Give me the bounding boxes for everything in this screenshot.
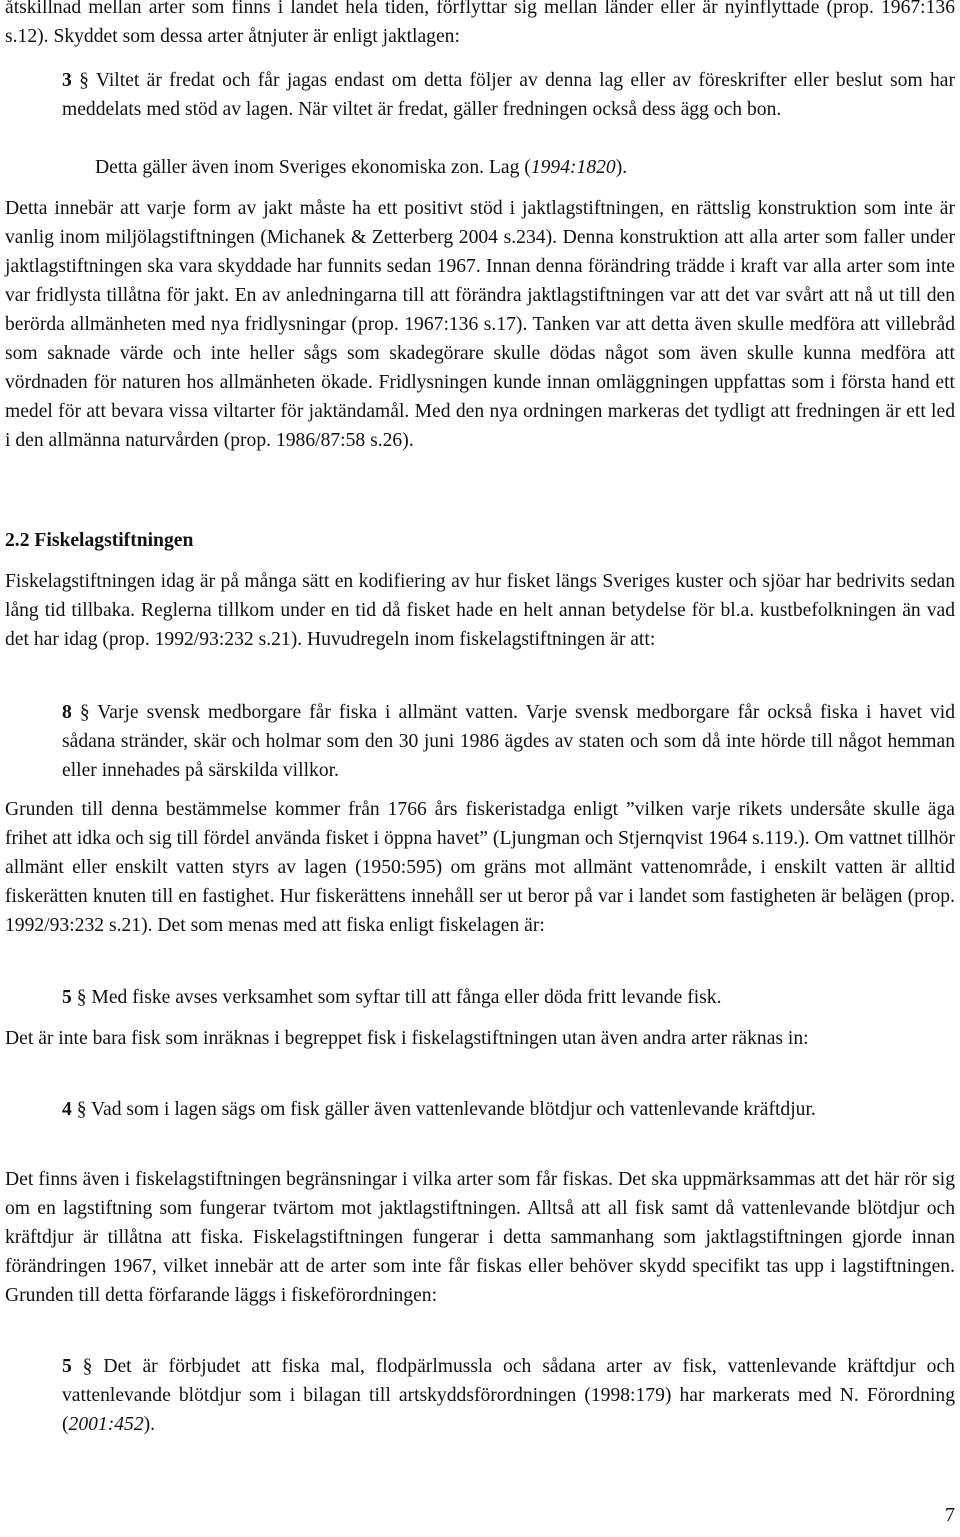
section-heading [5, 526, 193, 555]
law-reference: 1994:1820 [530, 157, 616, 178]
section-number: 5 [62, 987, 72, 1008]
top-paragraph: åtskillnad mellan arter som finns i landet hela tiden, förflyttar sig mellan länder eller är nyinflyttade (prop. 1967:136 s.12). Skyddet som dessa arter åtnjuter är enligt jaktlagen: [5, 0, 955, 47]
section-sign: § [76, 1099, 87, 1120]
page-number: 7 [945, 1504, 955, 1526]
quote-text: Varje svensk medborgare får fiska i allmänt vatten. Varje svensk medborgare får också fiska i havet vid sådana stränder, skär och holmar som den 30 juni 1986 ägdes av staten och som då inte hörde till något hemman eller innehades på särskilda villkor. [62, 702, 955, 781]
quote-jaktlagen-zone [95, 153, 955, 182]
paragraph-andra-arter: Det är inte bara fisk som inräknas i begreppet fisk i fiskelagstiftningen utan även andra arter räknas in: [5, 1028, 809, 1049]
section-number: 3 [62, 70, 72, 91]
quote-jaktlagen-3 [62, 66, 955, 124]
paragraph-fiskelagstiftning: Fiskelagstiftningen idag är på många sätt en kodifiering av hur fisket längs Sveriges kuster och sjöar har bedrivits sedan lång tid tillbaka. Reglerna tillkom under en tid då fisket hade en helt annan betydelse för bl.a. kustbefolkningen än vad det har idag (prop. 1992/93:232 s.21). Huvudregeln inom fiskelagstiftningen är att: [5, 571, 955, 650]
paragraph-begransningar: Det finns även i fiskelagstiftningen begränsningar i vilka arter som får fiskas. Det ska uppmärksammas att det här rör sig om en lagstiftning som fungerar tvärtom mot jaktlagstiftningen. Alltså att all fisk samt då vattenlevande blötdjur och kräftdjur är tillåtna att fiska. Fiskelagstiftningen fungerar i detta sammanhang som jaktlagstiftningen gjorde innan förändringen 1967, vilket innebär att de arter som inte får fiskas eller behöver skydd specifikt tas upp i lagstiftningen. Grunden till detta förfarande läggs i fiskeförordningen: [5, 1169, 955, 1306]
section-sign: § [79, 702, 90, 723]
section-number: 4 [62, 1099, 72, 1120]
quote-fiskelagen-4 [62, 1095, 955, 1124]
reference-suffix: ). [143, 1414, 156, 1435]
quote-text: Detta gäller även inom Sveriges ekonomiska zon. Lag ( [95, 157, 531, 178]
reference-suffix: ). [615, 157, 628, 178]
quote-text: Vad som i lagen sägs om fisk gäller även vattenlevande blötdjur och vattenlevande kräftdjur. [91, 1099, 816, 1120]
section-sign: § [79, 70, 89, 91]
quote-text: Det är förbjudet att fiska mal, flodpärlmussla och sådana arter av fisk, vattenlevande kräftdjur och vattenlevande blötdjur som i bilagan till artskyddsförordningen (1998:179) har markerats med N. Förordning ( [62, 1356, 955, 1435]
heading-number: 2.2 [5, 530, 30, 551]
law-reference: 2001:452 [68, 1414, 144, 1435]
paragraph-jaktlagstiftning: Detta innebär att varje form av jakt måste ha ett positivt stöd i jaktlagstiftningen, en rättslig konstruktion som inte är vanlig inom miljölagstiftningen (Michanek & Zetterberg 2004 s.234). Denna konstruktion att alla arter som faller under jaktlagstiftningen ska vara skyddade har funnits sedan 1967. Innan denna förändring trädde i kraft var alla arter som inte var fridlysta tillåtna för jakt. En av anledningarna till att förändra jaktlagstiftningen var att det var svårt att nå ut till den berörda allmänheten med nya fridlysningar (prop. 1967:136 s.17). Tanken var att detta även skulle medföra att villebråd som saknade värde och inte heller sågs som skadegörare skulle dödas något som även skulle kunna medföra att vördnaden för naturen hos allmänheten ökade. Fridlysningen kunde innan omläggningen uppfattas som i första hand ett medel för att bevara vissa viltarter för jaktändamål. Med den nya ordningen markeras det tydligt att fredningen är ett led i den allmänna naturvården (prop. 1986/87:58 s.26). [5, 198, 955, 451]
section-number: 5 [62, 1356, 72, 1377]
quote-fiskeforordningen-5 [62, 1352, 955, 1439]
section-sign: § [82, 1356, 93, 1377]
heading-title: Fiskelagstiftningen [34, 530, 194, 551]
section-number: 8 [62, 702, 72, 723]
paragraph-fiskeristadga: Grunden till denna bestämmelse kommer från 1766 års fiskeristadga enligt ”vilken varje rikets undersåte skulle äga frihet att idka och sig till fördel använda fisket i öppna havet” (Ljungman och Stjernqvist 1964 s.119.). Om vattnet tillhör allmänt eller enskilt vatten styrs av lagen (1950:595) om gräns mot allmänt vattenområde, i enskilt vatten är alltid fiskerätten knuten till en fastighet. Hur fiskerättens innehåll ser ut beror på var i landet som fastigheten är belägen (prop. 1992/93:232 s.21). Det som menas med att fiska enligt fiskelagen är: [5, 799, 955, 936]
quote-fiskelagen-8 [62, 698, 955, 785]
quote-fiskelagen-5 [62, 983, 955, 1012]
section-sign: § [76, 987, 87, 1008]
quote-text: Viltet är fredat och får jagas endast om detta följer av denna lag eller av föreskrifter eller beslut som har meddelats med stöd av lagen. När viltet är fredat, gäller fredningen också dess ägg och bon. [62, 70, 956, 120]
quote-text: Med fiske avses verksamhet som syftar till att fånga eller döda fritt levande fisk. [91, 987, 722, 1008]
